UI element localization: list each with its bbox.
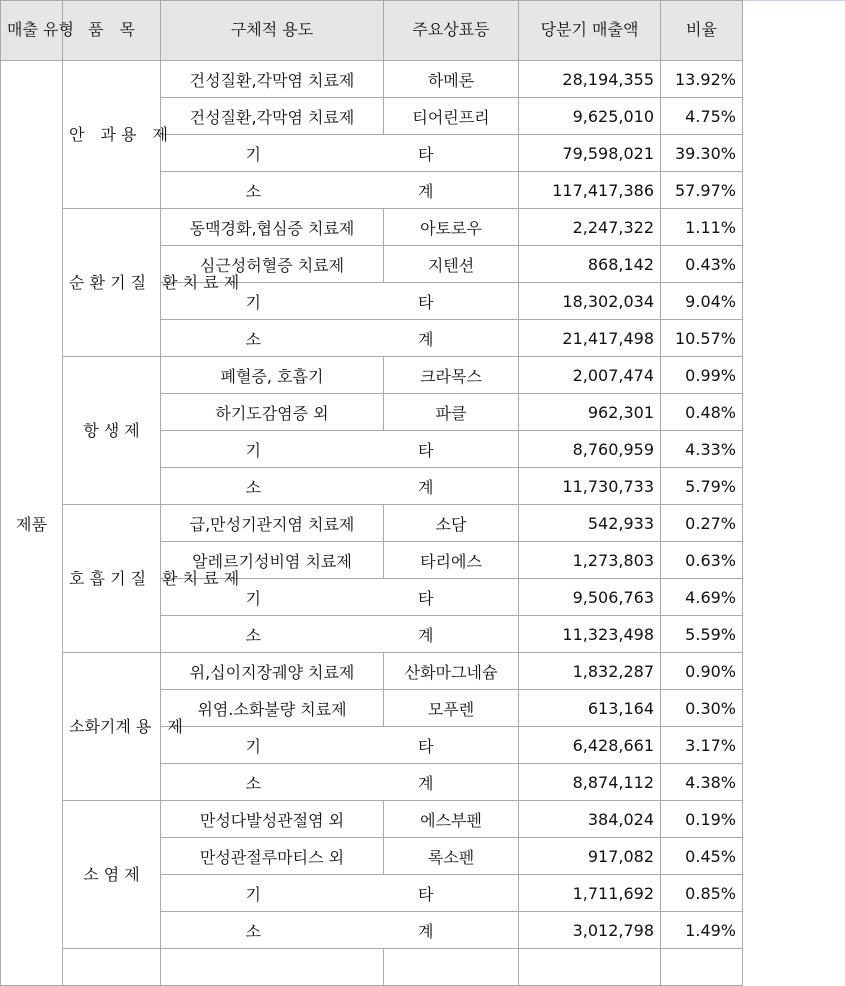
other-sales-cell: 6,428,661 <box>519 727 661 764</box>
table-row <box>1 949 743 986</box>
use-cell: 급,만성기관지염 치료제 <box>161 505 384 542</box>
brand-cell: 티어린프리 <box>384 98 519 135</box>
header-ratio: 비율 <box>661 1 743 61</box>
sales-cell: 917,082 <box>519 838 661 875</box>
sales-cell: 2,007,474 <box>519 357 661 394</box>
use-cell: 만성다발성관절염 외 <box>161 801 384 838</box>
subtotal-sales-cell: 11,323,498 <box>519 616 661 653</box>
category-cell: 소화기계 용 제 <box>63 653 161 801</box>
other-ratio-cell: 3.17% <box>661 727 743 764</box>
other-ratio-cell: 4.69% <box>661 579 743 616</box>
subtotal-sales-cell: 11,730,733 <box>519 468 661 505</box>
other-label-right: 타 <box>418 440 434 460</box>
subtotal-sales-cell: 3,012,798 <box>519 912 661 949</box>
table-row <box>1 209 743 246</box>
category-cell: 소 염 제 <box>63 801 161 949</box>
subtotal-sales-cell: 8,874,112 <box>519 764 661 801</box>
other-label-right: 타 <box>418 144 434 164</box>
other-label-right: 타 <box>418 736 434 756</box>
other-sales-cell: 8,760,959 <box>519 431 661 468</box>
sales-cell: 613,164 <box>519 690 661 727</box>
sales-cell: 868,142 <box>519 246 661 283</box>
other-label-cell <box>161 875 519 912</box>
subtotal-label-left: 소 <box>245 625 261 645</box>
empty-cell <box>661 949 743 986</box>
category-cell: 항 생 제 <box>63 357 161 505</box>
use-cell: 알레르기성비염 치료제 <box>161 542 384 579</box>
header-specific-use: 구체적 용도 <box>161 1 384 61</box>
other-label-right: 타 <box>418 292 434 312</box>
other-ratio-cell: 0.85% <box>661 875 743 912</box>
subtotal-ratio-cell: 1.49% <box>661 912 743 949</box>
sales-cell: 1,273,803 <box>519 542 661 579</box>
brand-cell: 에스부펜 <box>384 801 519 838</box>
table-row <box>1 505 743 542</box>
brand-cell: 크라목스 <box>384 357 519 394</box>
subtotal-ratio-cell: 5.79% <box>661 468 743 505</box>
sales-cell: 9,625,010 <box>519 98 661 135</box>
brand-cell: 타리에스 <box>384 542 519 579</box>
subtotal-label-right: 계 <box>418 181 434 201</box>
header-category: 품 목 <box>63 1 161 61</box>
use-cell: 건성질환,각막염 치료제 <box>161 98 384 135</box>
sales-cell: 384,024 <box>519 801 661 838</box>
sales-cell: 1,832,287 <box>519 653 661 690</box>
other-label-left: 기 <box>245 440 261 460</box>
brand-cell: 산화마그네슘 <box>384 653 519 690</box>
subtotal-label-left: 소 <box>245 477 261 497</box>
other-label-cell <box>161 727 519 764</box>
other-sales-cell: 9,506,763 <box>519 579 661 616</box>
ratio-cell: 0.63% <box>661 542 743 579</box>
subtotal-label-cell <box>161 172 519 209</box>
ratio-cell: 0.99% <box>661 357 743 394</box>
table-row <box>1 653 743 690</box>
other-label-right: 타 <box>418 588 434 608</box>
ratio-cell: 0.90% <box>661 653 743 690</box>
other-label-right: 타 <box>418 884 434 904</box>
subtotal-label-left: 소 <box>245 181 261 201</box>
ratio-cell: 0.27% <box>661 505 743 542</box>
other-label-cell <box>161 431 519 468</box>
use-cell: 폐혈증, 호흡기 <box>161 357 384 394</box>
header-sales-type: 매출 유형 <box>1 1 63 61</box>
subtotal-label-right: 계 <box>418 921 434 941</box>
other-sales-cell: 79,598,021 <box>519 135 661 172</box>
ratio-cell: 0.30% <box>661 690 743 727</box>
use-cell: 위,십이지장궤양 치료제 <box>161 653 384 690</box>
ratio-cell: 13.92% <box>661 61 743 98</box>
use-cell: 만성관절루마티스 외 <box>161 838 384 875</box>
other-ratio-cell: 39.30% <box>661 135 743 172</box>
table-row <box>1 357 743 394</box>
sales-type-cell: 제품 <box>1 61 63 986</box>
ratio-cell: 1.11% <box>661 209 743 246</box>
other-ratio-cell: 4.33% <box>661 431 743 468</box>
subtotal-sales-cell: 21,417,498 <box>519 320 661 357</box>
empty-cell <box>519 949 661 986</box>
subtotal-ratio-cell: 57.97% <box>661 172 743 209</box>
use-cell: 위염.소화불량 치료제 <box>161 690 384 727</box>
table-row <box>1 801 743 838</box>
category-cell: 호 흡 기 질 환 치 료 제 <box>63 505 161 653</box>
subtotal-label-cell <box>161 320 519 357</box>
sales-cell: 962,301 <box>519 394 661 431</box>
brand-cell: 파클 <box>384 394 519 431</box>
subtotal-label-right: 계 <box>418 329 434 349</box>
category-cell: 순 환 기 질 환 치 료 제 <box>63 209 161 357</box>
empty-cell <box>63 949 161 986</box>
subtotal-sales-cell: 117,417,386 <box>519 172 661 209</box>
subtotal-label-left: 소 <box>245 921 261 941</box>
use-cell: 심근성허혈증 치료제 <box>161 246 384 283</box>
subtotal-label-left: 소 <box>245 329 261 349</box>
brand-cell: 소담 <box>384 505 519 542</box>
other-label-left: 기 <box>245 736 261 756</box>
brand-cell: 하메론 <box>384 61 519 98</box>
subtotal-label-left: 소 <box>245 773 261 793</box>
subtotal-ratio-cell: 5.59% <box>661 616 743 653</box>
use-cell: 건성질환,각막염 치료제 <box>161 61 384 98</box>
table-row <box>1 61 743 98</box>
other-label-cell <box>161 135 519 172</box>
sales-cell: 2,247,322 <box>519 209 661 246</box>
subtotal-label-cell <box>161 616 519 653</box>
subtotal-ratio-cell: 10.57% <box>661 320 743 357</box>
ratio-cell: 0.19% <box>661 801 743 838</box>
empty-cell <box>161 949 384 986</box>
ratio-cell: 0.45% <box>661 838 743 875</box>
header-row <box>1 1 743 61</box>
ratio-cell: 0.48% <box>661 394 743 431</box>
other-label-left: 기 <box>245 588 261 608</box>
subtotal-label-right: 계 <box>418 477 434 497</box>
use-cell: 하기도감염증 외 <box>161 394 384 431</box>
sales-cell: 542,933 <box>519 505 661 542</box>
other-sales-cell: 18,302,034 <box>519 283 661 320</box>
ratio-cell: 4.75% <box>661 98 743 135</box>
brand-cell: 모푸렌 <box>384 690 519 727</box>
header-quarter-sales: 당분기 매출액 <box>519 1 661 61</box>
other-label-left: 기 <box>245 144 261 164</box>
subtotal-label-cell <box>161 912 519 949</box>
brand-cell: 아토로우 <box>384 209 519 246</box>
category-cell: 안 과 용 제 <box>63 61 161 209</box>
other-label-left: 기 <box>245 884 261 904</box>
subtotal-label-cell <box>161 468 519 505</box>
brand-cell: 지텐션 <box>384 246 519 283</box>
header-brand: 주요상표등 <box>384 1 519 61</box>
table-body <box>1 61 743 986</box>
ratio-cell: 0.43% <box>661 246 743 283</box>
use-cell: 동맥경화,협심증 치료제 <box>161 209 384 246</box>
subtotal-label-right: 계 <box>418 773 434 793</box>
other-ratio-cell: 9.04% <box>661 283 743 320</box>
sales-cell: 28,194,355 <box>519 61 661 98</box>
subtotal-label-cell <box>161 764 519 801</box>
other-label-left: 기 <box>245 292 261 312</box>
empty-cell <box>384 949 519 986</box>
brand-cell: 록소펜 <box>384 838 519 875</box>
subtotal-ratio-cell: 4.38% <box>661 764 743 801</box>
other-sales-cell: 1,711,692 <box>519 875 661 912</box>
subtotal-label-right: 계 <box>418 625 434 645</box>
